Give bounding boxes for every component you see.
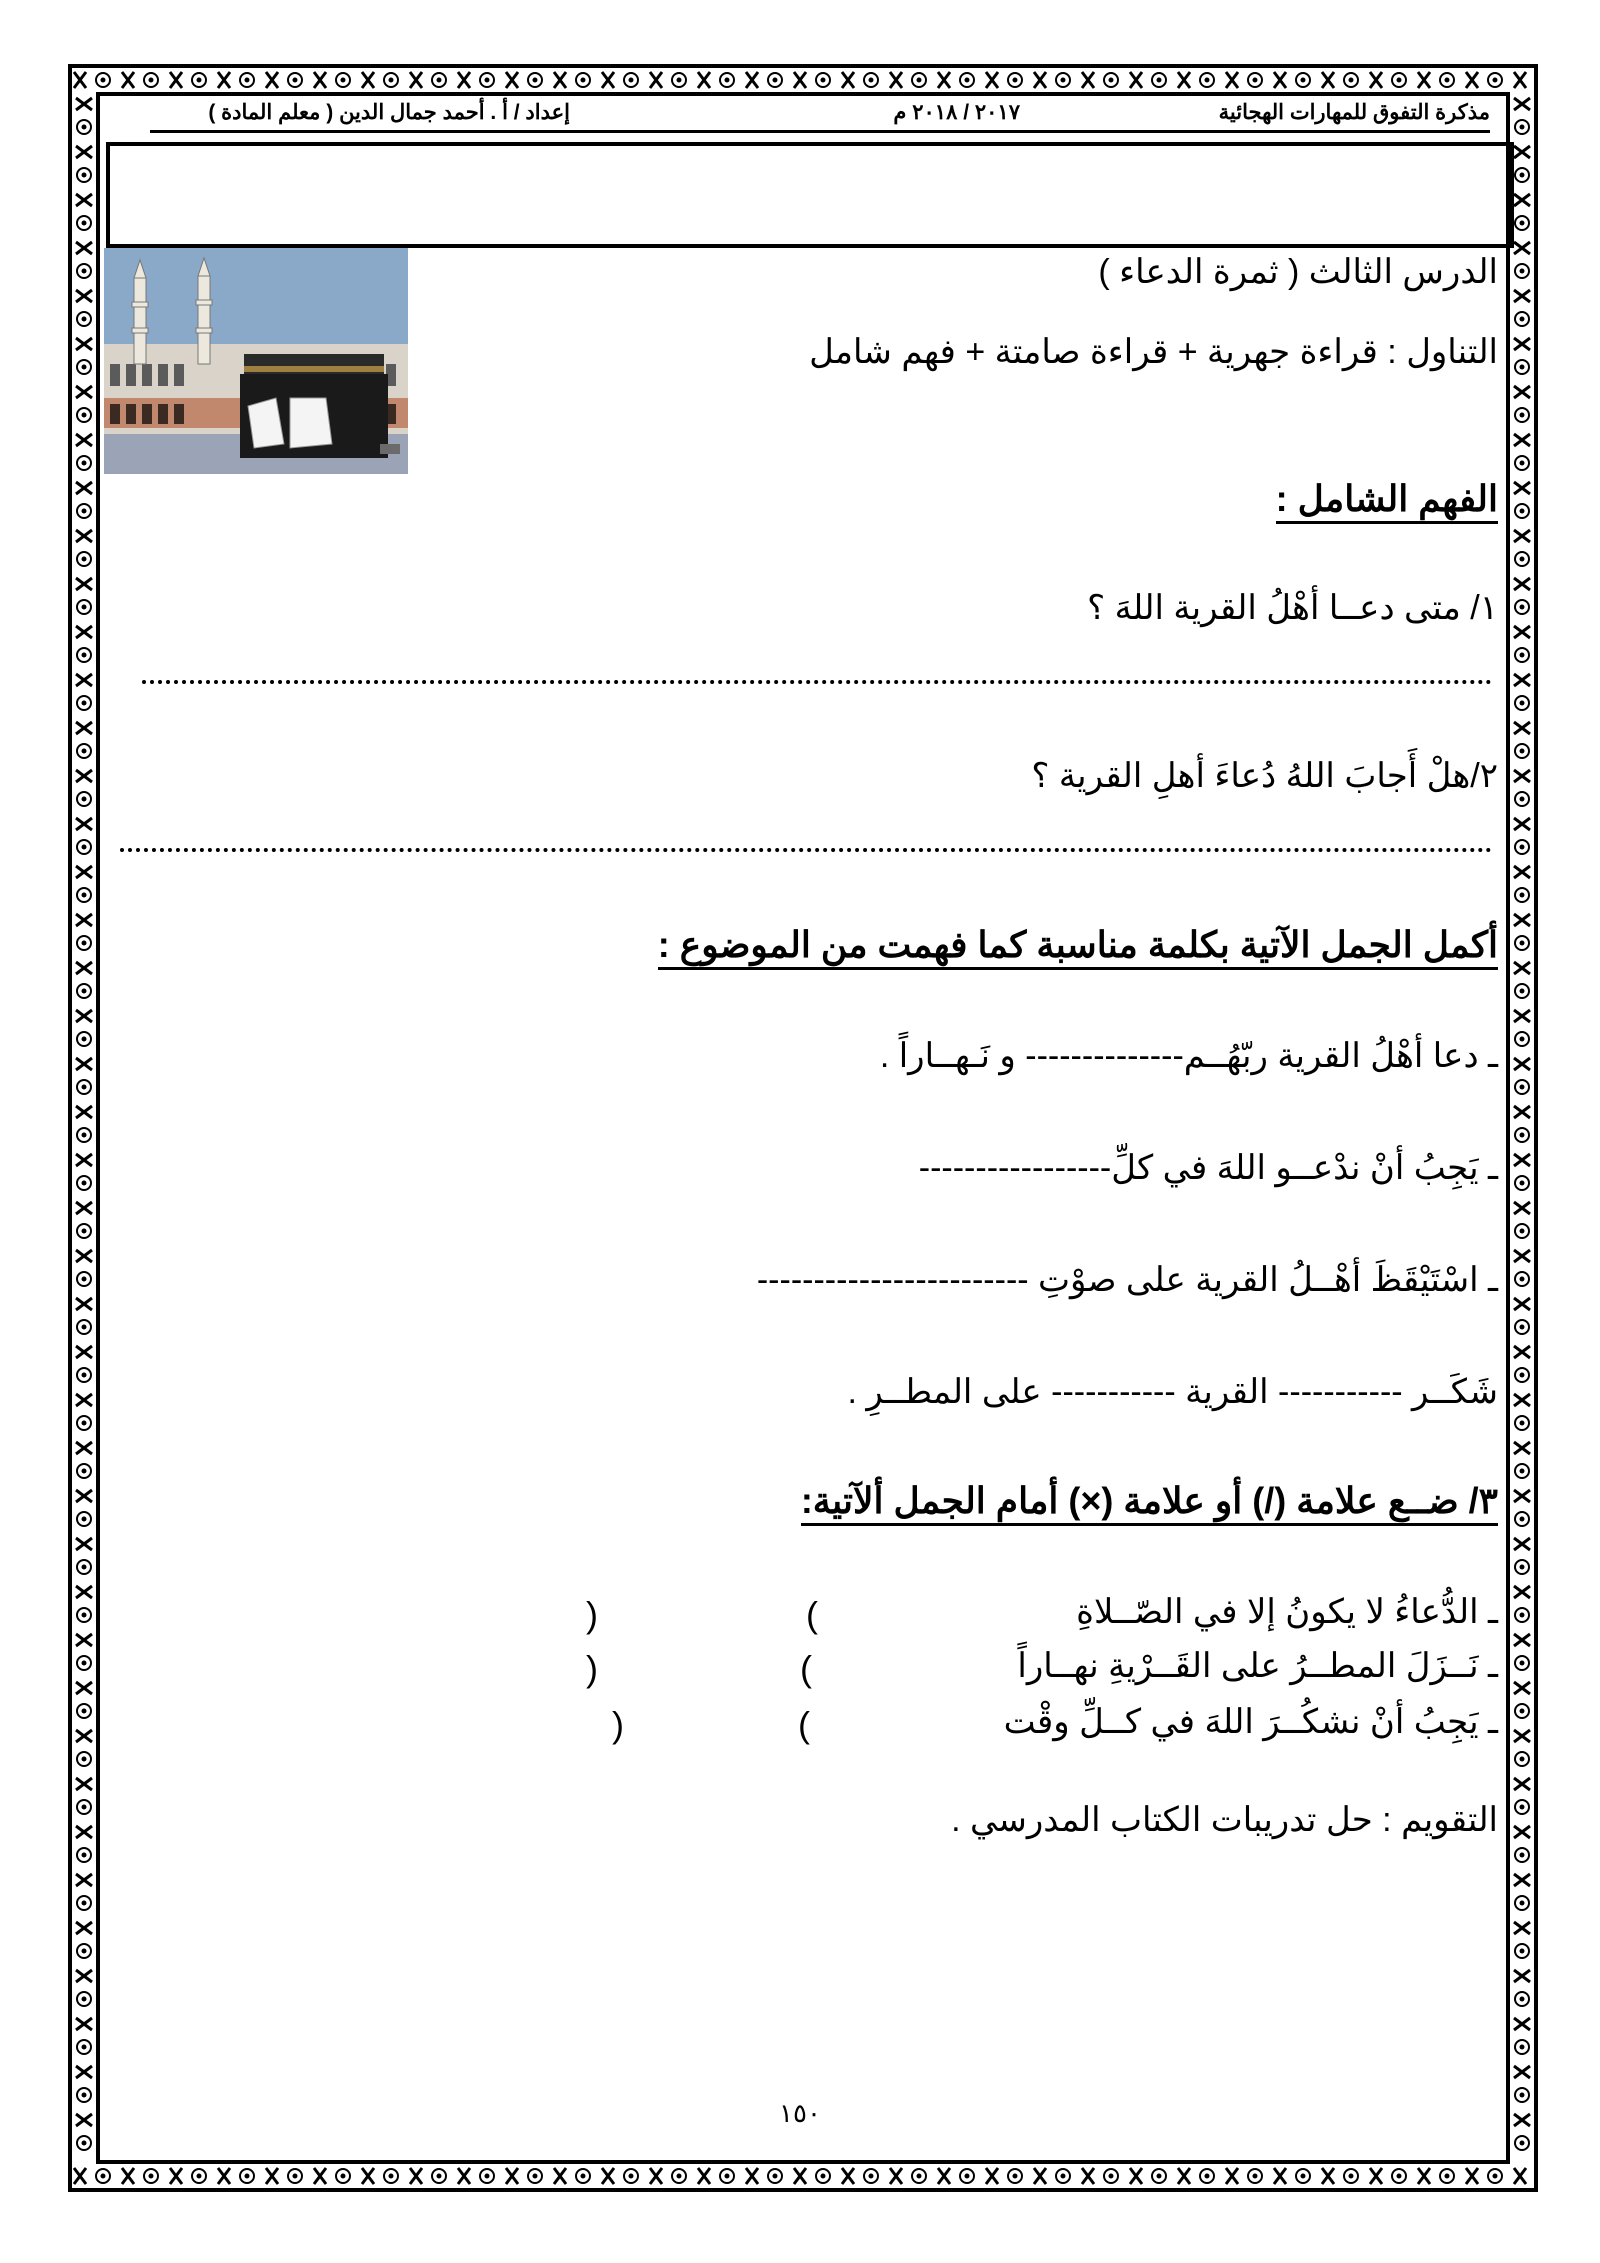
complete-item-4: شَكَــر ----------- القرية ----------- على المطــرِ . bbox=[847, 1373, 1498, 1411]
book-title: مذكرة التفوق للمهارات الهجائية bbox=[1218, 101, 1490, 124]
answer-line-2[interactable] bbox=[120, 848, 1492, 852]
page-number: ١٥٠ bbox=[779, 2098, 821, 2128]
answer-paren-close-2[interactable]: ) bbox=[586, 1648, 598, 1689]
title-box bbox=[106, 142, 1514, 248]
answer-line-1[interactable] bbox=[142, 680, 1492, 684]
comprehension-heading: الفهم الشامل : bbox=[1276, 478, 1498, 520]
lesson-title: الدرس الثالث ( ثمرة الدعاء ) bbox=[1098, 253, 1498, 291]
lesson-coverage: التناول : قراءة جهرية + قراءة صامتة + فهم شامل bbox=[809, 333, 1498, 371]
answer-paren-open-2[interactable]: ( bbox=[800, 1648, 812, 1689]
answer-paren-open-1[interactable]: ( bbox=[806, 1594, 818, 1635]
school-year: ٢٠١٧ / ٢٠١٨ م bbox=[893, 101, 1020, 124]
border-ornament-bottom bbox=[72, 2164, 1534, 2188]
complete-heading: أكمل الجمل الآتية بكلمة مناسبة كما فهمت من الموضوع : bbox=[658, 924, 1498, 966]
author-credit: إعداد / أ . أحمد جمال الدين ( معلم المادة ) bbox=[208, 101, 570, 124]
question-2: ٢/هلْ أَجابَ اللهُ دُعاءَ أهلِ القرية ؟ bbox=[1031, 757, 1498, 795]
complete-item-1: ـ دعا أهْلُ القرية ربّهُــم-------------- و نَـهــاراً . bbox=[879, 1037, 1498, 1075]
answer-paren-close-1[interactable]: ) bbox=[586, 1594, 598, 1635]
border-ornament-right bbox=[1510, 96, 1534, 2160]
border-ornament-left bbox=[72, 96, 96, 2160]
answer-paren-open-3[interactable]: ( bbox=[798, 1704, 810, 1745]
evaluation-note: التقويم : حل تدريبات الكتاب المدرسي . bbox=[951, 1801, 1498, 1839]
truefalse-item-3: ـ يَجِبُ أنْ نشكُــرَ اللهَ في كــلِّ وقْت bbox=[1003, 1703, 1498, 1741]
truefalse-heading: ٣/ ضــع علامة (/) أو علامة (×) أمام الجمل ألآتية: bbox=[801, 1480, 1498, 1522]
complete-item-3: ـ اسْتَيْقَظَ أهْــلُ القرية على صوْتِ ------------------------ bbox=[756, 1261, 1498, 1299]
truefalse-item-2: ـ نَــزَلَ المطــرُ على القَــرْيةِ نهــاراً bbox=[1017, 1647, 1498, 1685]
kaaba-illustration bbox=[104, 248, 408, 474]
complete-item-2: ـ يَجِبُ أنْ ندْعــو اللهَ في كلِّ----------------- bbox=[918, 1149, 1498, 1187]
question-1: ١/ متى دعــا أهْلُ القرية اللهَ ؟ bbox=[1087, 589, 1498, 627]
border-ornament-top bbox=[72, 68, 1534, 92]
answer-paren-close-3[interactable]: ) bbox=[612, 1704, 624, 1745]
page-header bbox=[150, 96, 1490, 133]
truefalse-item-1: ـ الدُّعاءُ لا يكونُ إلا في الصّــلاةِ bbox=[1076, 1593, 1498, 1631]
